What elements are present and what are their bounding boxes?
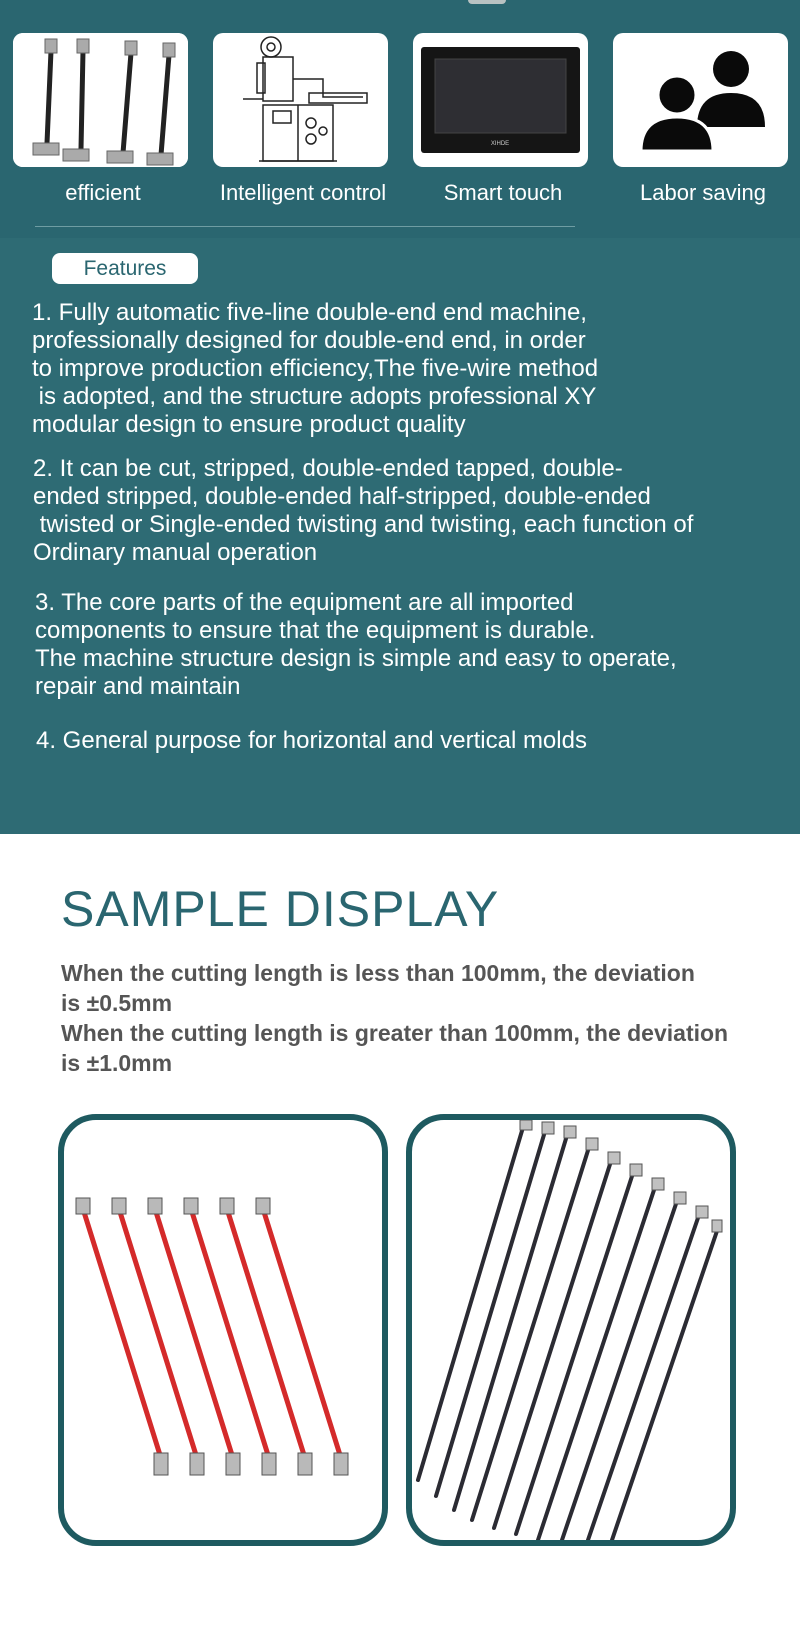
smart-touch-card [413, 33, 588, 167]
sample-display-title: SAMPLE DISPLAY [61, 881, 500, 937]
machine-icon [213, 33, 388, 167]
feature-item-1: 1. Fully automatic five-line double-end end machine, professionally designed for double-end end, in order to improve production efficiency,The five-wire method is adopted, and the structure adopts professional XY modular design to ensure product quality [32, 299, 599, 438]
smart-touch-label: Smart touch [443, 180, 563, 205]
labor-saving-card [613, 33, 788, 167]
people-icon [613, 33, 788, 167]
red-wires-image [64, 1120, 382, 1540]
top-scroll-notch [468, 0, 506, 4]
touch-screen-icon [413, 33, 588, 167]
black-wire-harness-photo [406, 1114, 736, 1546]
divider [35, 226, 575, 227]
intelligent-control-card [213, 33, 388, 167]
efficient-card [13, 33, 188, 167]
red-wire-harness-photo [58, 1114, 388, 1546]
intelligent-control-label: Intelligent control [219, 180, 387, 205]
efficient-label: efficient [65, 180, 141, 205]
feature-item-2: 2. It can be cut, stripped, double-ended tapped, double- ended stripped, double-ended half-stripped, double-ended twisted or Single-ended twisting and twisting, each function of Ordinary manual operation [33, 455, 694, 566]
deviation-note-1: When the cutting length is less than 100mm, the deviation is ±0.5mm [61, 960, 695, 1016]
labor-saving-label: Labor saving [640, 180, 766, 205]
black-wires-image [412, 1120, 730, 1540]
feature-item-3: 3. The core parts of the equipment are all imported components to ensure that the equipment is durable. The machine structure design is simple and easy to operate, repair and maintain [35, 589, 677, 700]
feature-item-4: 4. General purpose for horizontal and vertical molds [36, 727, 587, 754]
screen-brand-text: XIHDE [490, 141, 510, 147]
features-badge: Features [52, 253, 198, 284]
cable-assemblies-icon [13, 33, 188, 167]
deviation-note-2: When the cutting length is greater than 100mm, the deviation is ±1.0mm [61, 1020, 729, 1076]
